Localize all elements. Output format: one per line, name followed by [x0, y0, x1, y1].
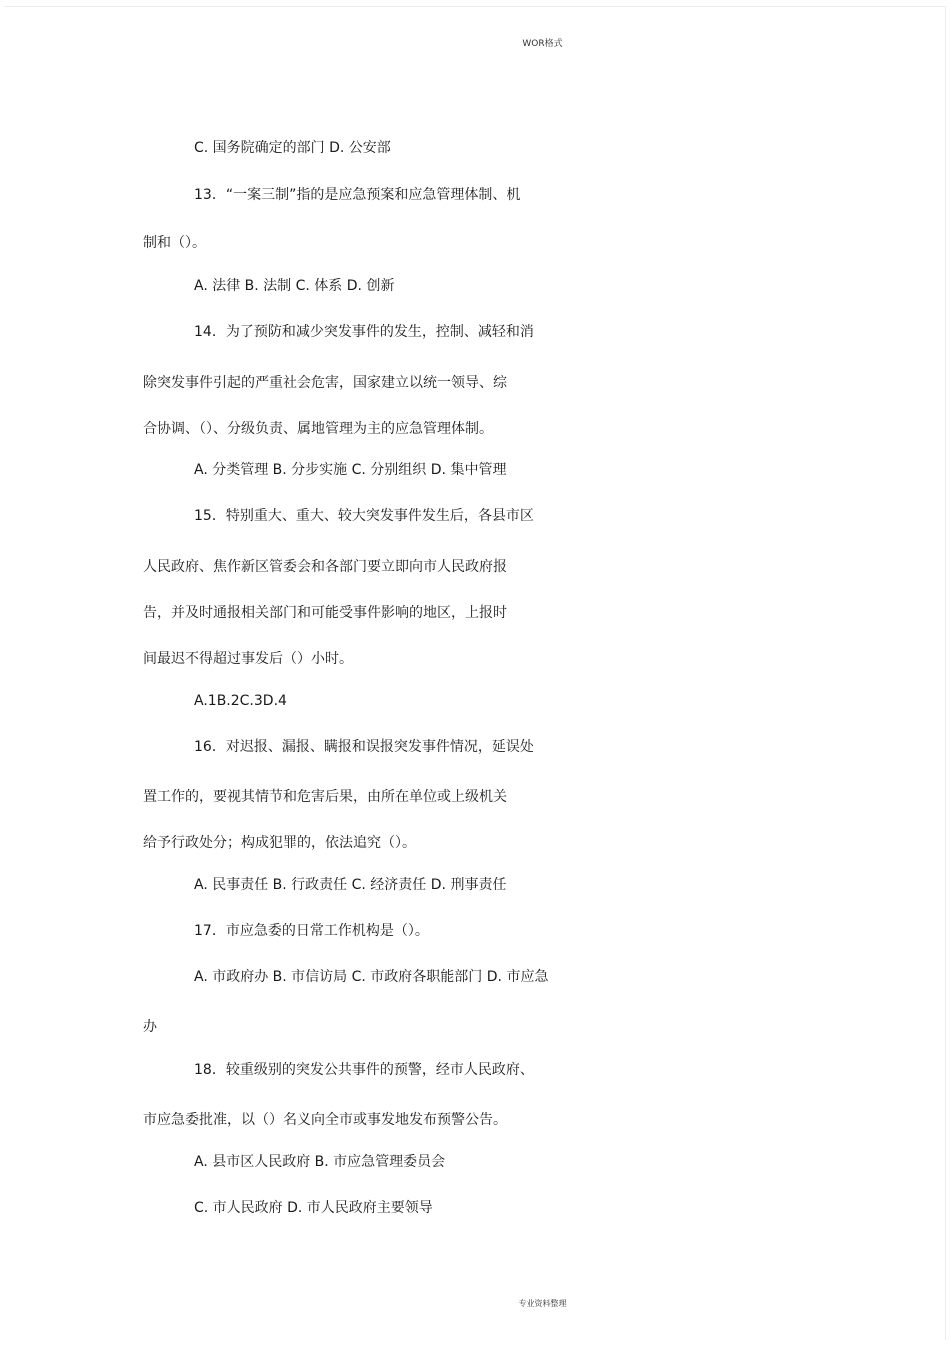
page-header: WOR格式: [522, 39, 563, 49]
question-16-cont-1: 置工作的，要视其情节和危害后果，由所在单位或上级机关: [143, 789, 507, 805]
options-17: A. 市政府办 B. 市信访局 C. 市政府各职能部门 D. 市应急: [194, 969, 549, 985]
options-17-cont: 办: [143, 1019, 157, 1035]
question-14-cont-2: 合协调、（）、分级负责、属地管理为主的应急管理体制。: [143, 421, 493, 437]
options-18-cd: C. 市人民政府 D. 市人民政府主要领导: [194, 1200, 433, 1216]
option-line: C. 国务院确定的部门 D. 公安部: [194, 140, 391, 156]
question-18: 18．较重级别的突发公共事件的预警，经市人民政府、: [194, 1062, 534, 1078]
question-18-cont: 市应急委批准，以（）名义向全市或事发地发布预警公告。: [143, 1112, 507, 1128]
page-footer: 专业资料整理: [518, 1299, 567, 1308]
question-15-cont-2: 告，并及时通报相关部门和可能受事件影响的地区，上报时: [143, 605, 507, 621]
question-16: 16．对迟报、漏报、瞒报和误报突发事件情况，延误处: [194, 739, 534, 755]
question-13: 13．“一案三制”指的是应急预案和应急管理体制、机: [194, 187, 521, 203]
options-15: A.1B.2C.3D.4: [194, 693, 287, 709]
question-14-cont-1: 除突发事件引起的严重社会危害，国家建立以统一领导、综: [143, 375, 507, 391]
question-13-cont: 制和（）。: [143, 235, 206, 251]
question-17: 17．市应急委的日常工作机构是（）。: [194, 923, 429, 939]
question-15-cont-1: 人民政府、焦作新区管委会和各部门要立即向市人民政府报: [143, 559, 507, 575]
question-15-cont-3: 间最迟不得超过事发后（）小时。: [143, 651, 353, 667]
page-border: [4, 6, 946, 1340]
options-18-ab: A. 县市区人民政府 B. 市应急管理委员会: [194, 1154, 446, 1170]
options-14: A. 分类管理 B. 分步实施 C. 分别组织 D. 集中管理: [194, 462, 507, 478]
options-16: A. 民事责任 B. 行政责任 C. 经济责任 D. 刑事责任: [194, 877, 507, 893]
question-16-cont-2: 给予行政处分；构成犯罪的，依法追究（）。: [143, 835, 416, 851]
question-14: 14．为了预防和减少突发事件的发生，控制、减轻和消: [194, 324, 534, 340]
options-13: A. 法律 B. 法制 C. 体系 D. 创新: [194, 278, 395, 294]
question-15: 15．特别重大、重大、较大突发事件发生后，各县市区: [194, 508, 534, 524]
